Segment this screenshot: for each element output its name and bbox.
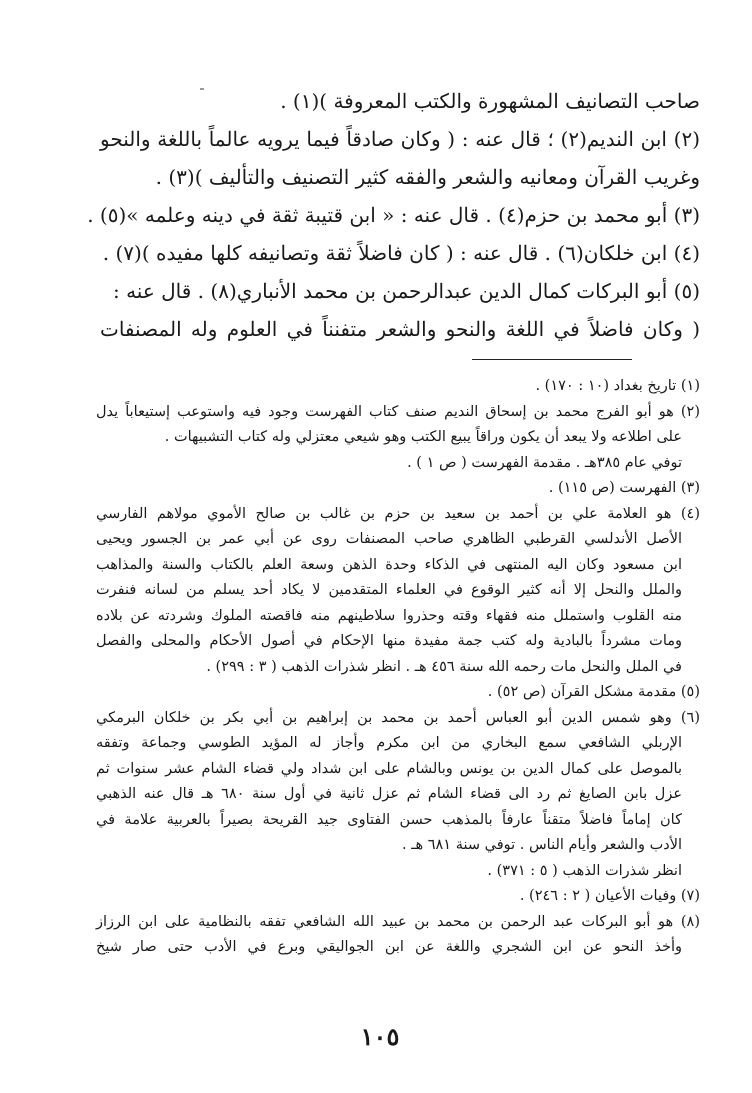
- footnote-line: (٥) مقدمة مشكل القرآن (ص ٥٢) .: [487, 684, 700, 700]
- footnote-line: (١) تاريخ بغداد (١٠ : ١٧٠) .: [535, 378, 700, 394]
- footnote-line: (٤) هو العلامة علي بن أحمد بن سعيد بن حزم بن غالب بن صالح الأموي مولاهم الفارسي: [96, 505, 700, 522]
- page-number: ١٠٥: [360, 1022, 400, 1051]
- main-line: ( وكان فاضلاً في اللغة والنحو والشعر متفنناً في العلوم وله المصنفات: [100, 317, 700, 341]
- footnote-line: الأصل الأندلسي القرطبي الظاهري صاحب المصنفات روى عن أبي عمر بن الجسور ويحيى: [96, 531, 682, 547]
- footnote-line: (٧) وفيات الأعيان ( ٢ : ٢٤٦) .: [519, 888, 700, 904]
- main-line: (٥) أبو البركات كمال الدين عبدالرحمن بن محمد الأنباري(٨) . قال عنه :: [112, 279, 700, 303]
- footnote-line: (٢) هو أبو الفرج محمد بن إسحاق النديم صنف كتاب الفهرست وجود فيه واستوعب إستيعاباً يدل: [96, 403, 700, 420]
- footnote-line: عزل بابن الصايغ ثم رد الى قضاء الشام ثم عزل ثانية في أول سنة ٦٨٠ هـ قال عنه الذهبي: [96, 786, 682, 802]
- main-line: وغريب القرآن ومعانيه والشعر والفقه كثير التصنيف والتأليف )(٣) .: [155, 165, 700, 189]
- main-line: (٢) ابن النديم(٢) ؛ قال عنه : ( وكان صادقاً فيما يرويه عالماً باللغة والنحو: [100, 127, 701, 151]
- footnote-line: وأخذ النحو عن ابن الشجري واللغة عن ابن الجواليقي وبرع في الأدب حتى صار شيخ: [96, 939, 682, 955]
- footnote-line: انظر شذرات الذهب ( ٥ : ٣٧١) .: [487, 862, 682, 879]
- main-line: (٣) أبو محمد بن حزم(٤) . قال عنه : « ابن قتيبة ثقة في دينه وعلمه »(٥) .: [87, 203, 700, 227]
- footnote-line: كان إماماً فاضلاً متقناً عارفاً بالمذهب حسن الفتاوى جيد القريحة بصيراً بالعربية علامة في: [96, 811, 682, 828]
- footnote-line: بالموصل على كمال الدين بن يونس وبالشام على ابن شداد ولي قضاء الشام عشر سنوات ثم: [96, 760, 682, 777]
- footnote-line: (٣) الفهرست (ص ١١٥) .: [548, 480, 700, 496]
- main-line: (٤) ابن خلكان(٦) . قال عنه : ( كان فاضلاً ثقة وتصانيفه كلها مفيده )(٧) .: [102, 241, 700, 265]
- footnote-line: والملل والنحل إلا أنه كثير الوقوع في العلماء المتقدمين لا يكاد أحد يسلم من لسانه فنفرت: [96, 582, 682, 598]
- footnote-line: ابن مسعود وكان اليه المنتهى في الذكاء وحدة الذهن وسعة العلم بالكتاب والسنة والمذاهب: [96, 556, 682, 573]
- footnote-separator: [472, 359, 632, 360]
- footnote-line: توفي عام ٣٨٥هـ . مقدمة الفهرست ( ص ١ ) .: [407, 454, 682, 471]
- footnote-line: الأدب والشعر وأيام الناس . توفي سنة ٦٨١ هـ .: [401, 837, 682, 853]
- footnote-line: الإربلي الشافعي سمع البخاري من ابن مكرم وأجاز له المؤيد الطوسي وجماعة وتفقه: [96, 735, 682, 751]
- footnote-line: على اطلاعه ولا يبعد أن يكون وراقاً يبيع الكتب وهو شيعي معتزلي وله كتاب التشبيهات .: [164, 429, 682, 445]
- footnote-line: في الملل والنحل مات رحمه الله سنة ٤٥٦ هـ . انظر شذرات الذهب ( ٣ : ٢٩٩) .: [206, 658, 682, 675]
- footnote-line: ومات مشرداً بالبادية وله كتب جمة مفيدة منها الإحكام في أصول الأحكام والمحلى والفصل: [96, 633, 682, 649]
- footnote-line: (٨) هو أبو البركات عبد الرحمن بن محمد بن عبيد الله الشافعي تفقه بالنظامية على ابن الرزاز: [96, 913, 700, 930]
- footnote-line: (٦) وهو شمس الدين أبو العباس أحمد بن محمد بن إبراهيم بن أبي بكر بن خلكان البرمكي: [96, 709, 700, 726]
- main-line: صاحب التصانيف المشهورة والكتب المعروفة )(١) .: [280, 89, 700, 113]
- footnotes: [96, 374, 700, 961]
- main-text: [87, 82, 701, 348]
- footnote-line: منه القلوب واستملل منه فقهاء وقته وحذروا سلاطينهم منه فاقصته الملوك وشردته عن بلاده: [96, 607, 682, 624]
